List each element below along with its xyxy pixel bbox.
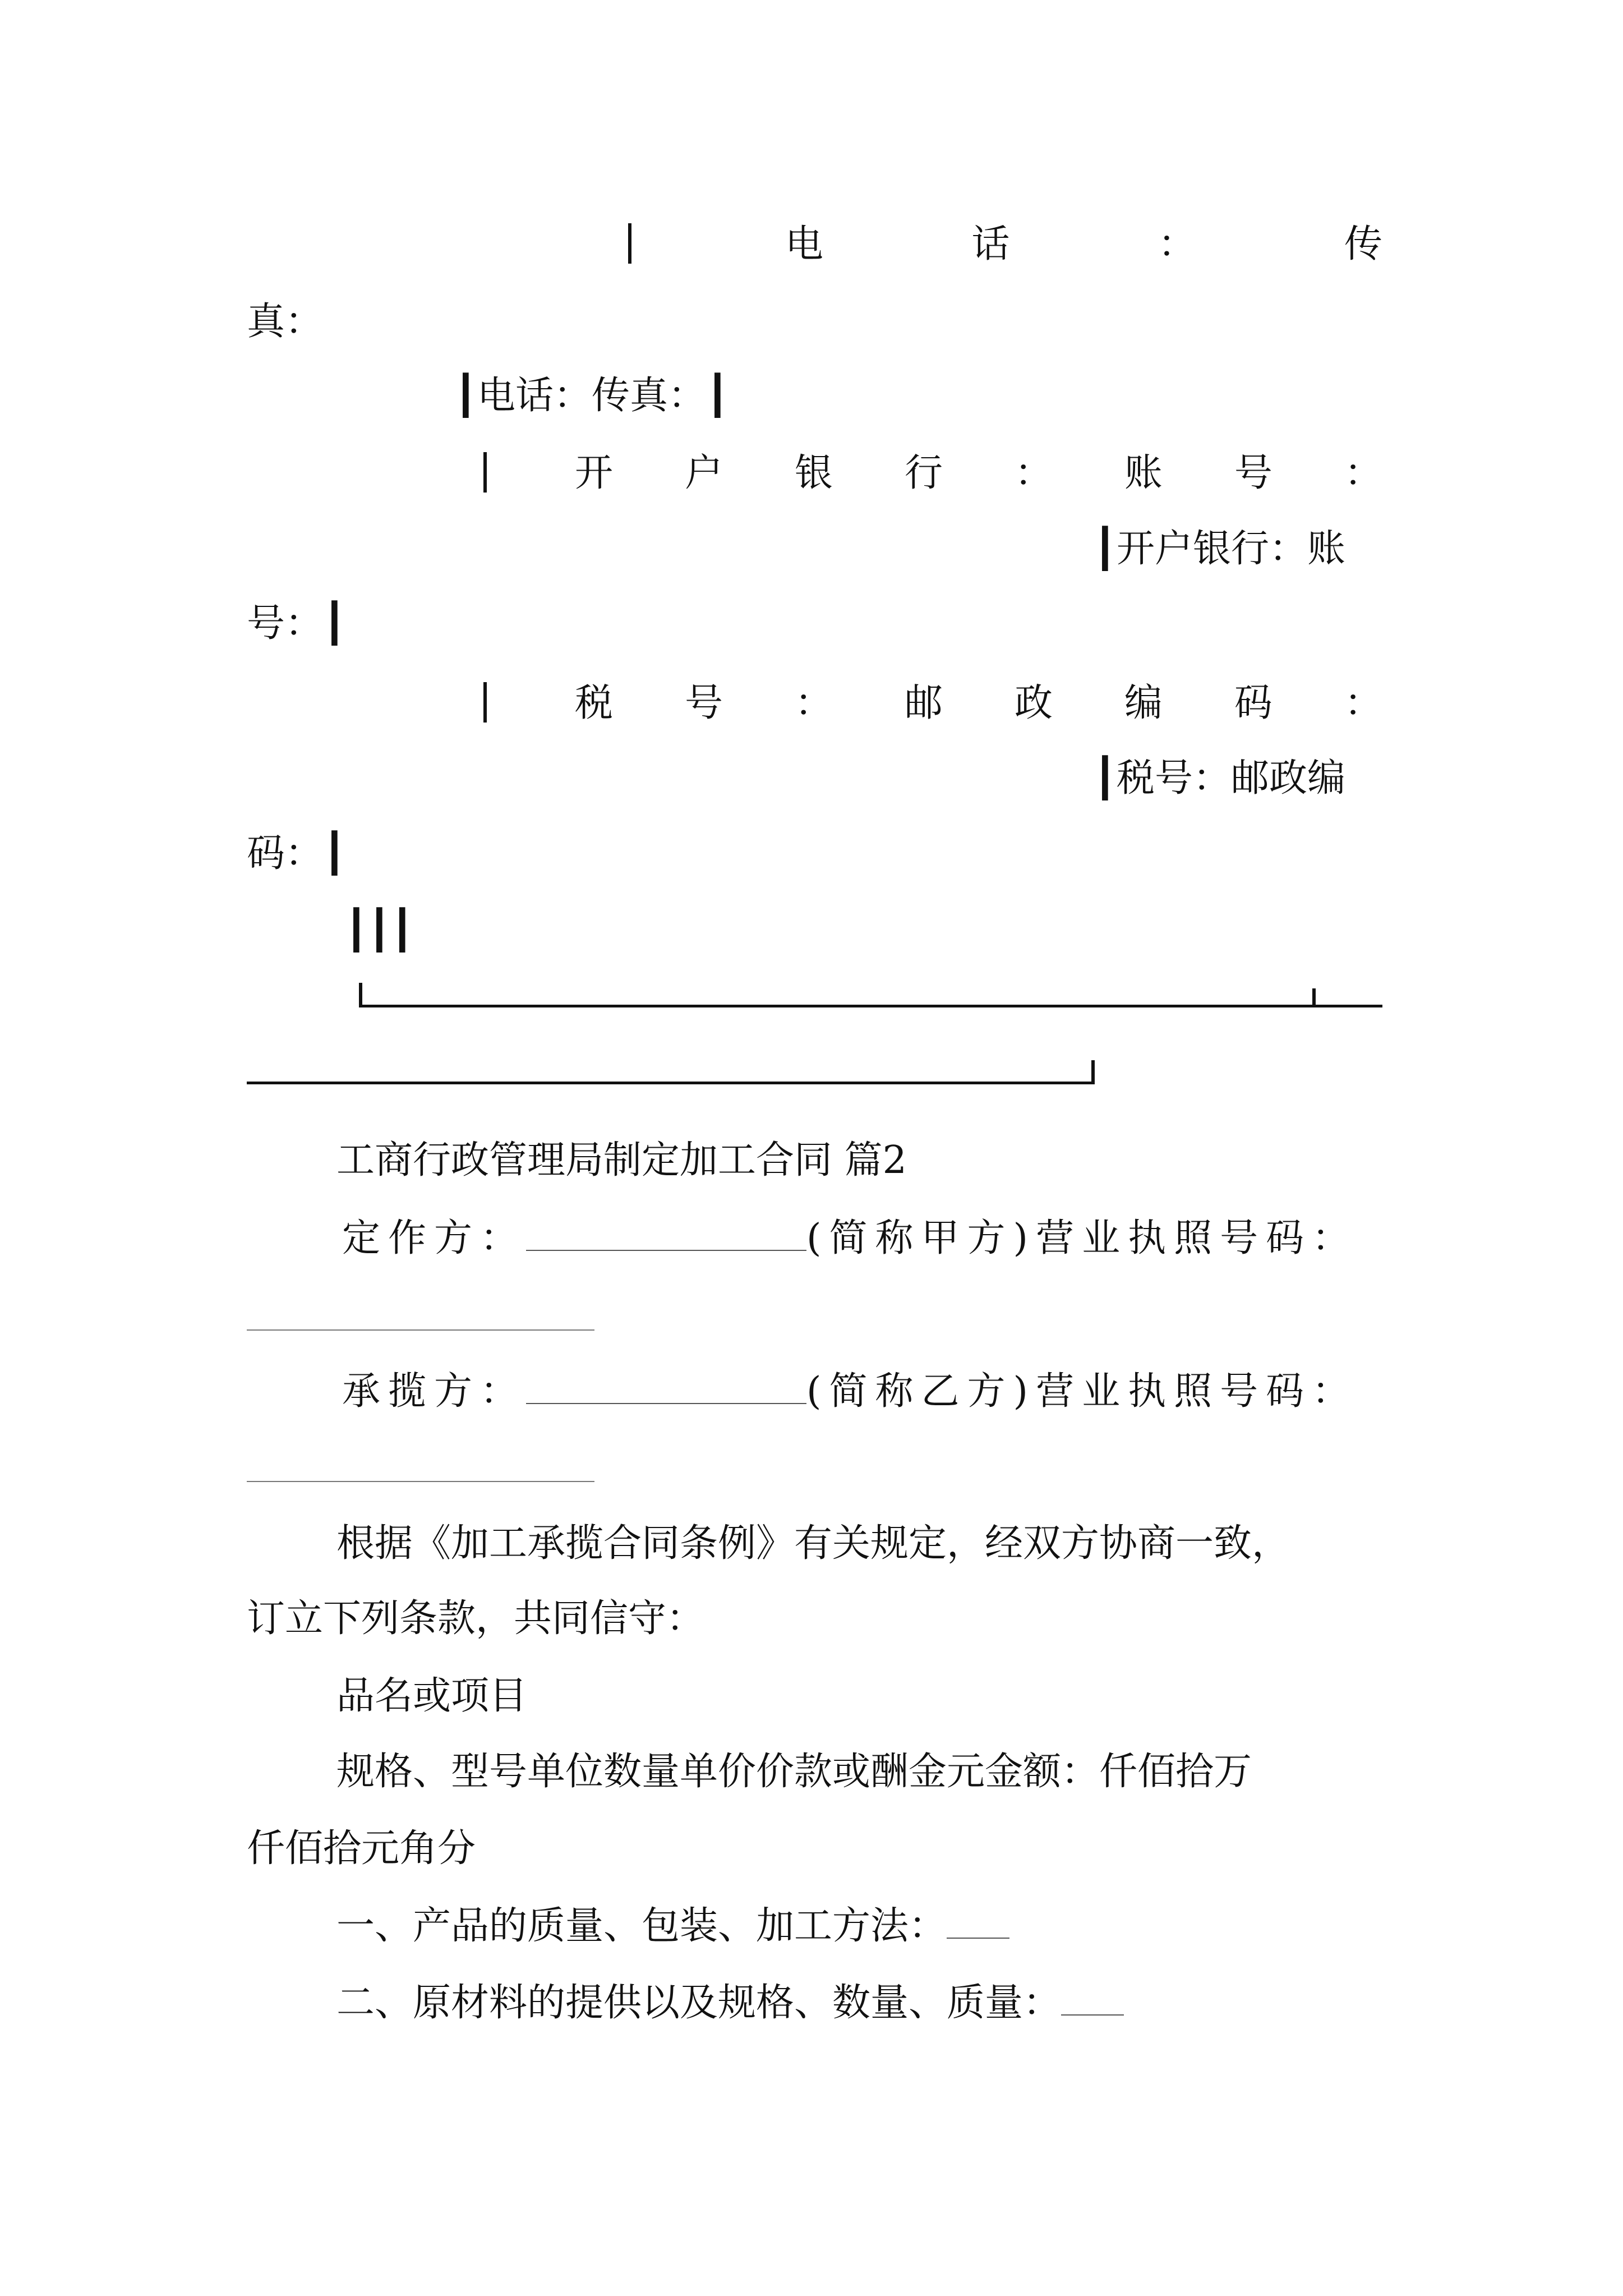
- item-heading: 品名或项目: [336, 1674, 528, 1718]
- table-bottom-junction: [1312, 988, 1316, 1007]
- row-char: ：: [1014, 451, 1053, 495]
- row-char: 话: [971, 222, 1010, 266]
- party-b-label: 承揽方：: [342, 1369, 527, 1414]
- row-char: ：: [1344, 451, 1382, 495]
- clause-2-blank: [1061, 1983, 1124, 2016]
- party-a-license-blank: [247, 1329, 594, 1331]
- tax-postcode-row: [575, 683, 1382, 724]
- row-char: 传: [1344, 222, 1382, 266]
- row-char: 编: [1124, 681, 1163, 725]
- party-b-name-blank: [526, 1372, 806, 1404]
- bank-account-row: [575, 453, 1382, 494]
- party-a-label: 定作方：: [342, 1216, 527, 1260]
- row-char: 政: [1014, 681, 1053, 725]
- bank-account-cell: ┃开户银行：账: [1094, 527, 1345, 571]
- tax-postcode-cell: ┃税号：邮政编: [1094, 756, 1345, 800]
- phone-fax-cell: ┃电话：传真：┃: [454, 374, 729, 418]
- clause-2: [336, 1981, 1124, 2025]
- table-bottom-border: [359, 1005, 1382, 1007]
- table-bottom-left-corner: [359, 983, 362, 1007]
- postcode-wrap-text: 码：┃: [247, 831, 346, 876]
- row-char: 账: [1124, 451, 1163, 495]
- party-a-name-blank: [526, 1218, 806, 1251]
- row-char: 银: [794, 451, 833, 495]
- spec-line2: 仟佰拾元角分: [247, 1826, 476, 1871]
- clause-2-text: 二、原材料的提供以及规格、数量、质量：: [336, 1981, 1062, 2025]
- empty-cell-borders: ┃┃┃: [345, 908, 414, 953]
- party-a-line: [342, 1218, 1358, 1258]
- row-char: 码: [1234, 681, 1272, 725]
- party-a-abbr: (简称甲方)营业执照号码：: [806, 1216, 1358, 1260]
- clause-1: [336, 1904, 1009, 1948]
- spec-line1: 规格、型号单位数量单价价款或酬金元金额：仟佰拾万: [336, 1750, 1252, 1794]
- table-vertical-border: [483, 682, 487, 723]
- row-char: ：: [1344, 681, 1382, 725]
- intro-paragraph-line2: 订立下列条款，共同信守：: [247, 1596, 705, 1641]
- document-heading: 工商行政管理局制定加工合同 篇2: [336, 1138, 907, 1182]
- clause-1-text: 一、产品的质量、包装、加工方法：: [336, 1904, 947, 1948]
- fax-wrap-text: 真：: [247, 300, 324, 344]
- party-b-line: [342, 1369, 1358, 1414]
- row-char: 号: [684, 681, 723, 725]
- row-char: 税: [575, 681, 614, 725]
- table-bottom-border-continued: [247, 1082, 1095, 1084]
- account-wrap-text: 号：┃: [247, 601, 346, 646]
- row-char: 号: [1234, 451, 1272, 495]
- row-char: 行: [904, 451, 943, 495]
- row-char: 开: [575, 451, 614, 495]
- row-char: 电: [785, 222, 824, 266]
- table-vertical-border: [628, 223, 631, 264]
- party-b-abbr: (简称乙方)营业执照号码：: [806, 1369, 1358, 1414]
- row-char: 户: [684, 451, 723, 495]
- table-vertical-border: [483, 452, 487, 493]
- row-char: ：: [794, 681, 833, 725]
- clause-1-blank: [947, 1906, 1009, 1939]
- row-char: ：: [1158, 222, 1196, 266]
- table-bottom-right-corner: [1091, 1060, 1095, 1084]
- phone-fax-row: [785, 224, 1382, 265]
- party-b-license-blank: [247, 1481, 594, 1482]
- row-char: 邮: [904, 681, 943, 725]
- intro-paragraph-line1: 根据《加工承揽合同条例》有关规定，经双方协商一致，: [336, 1521, 1290, 1566]
